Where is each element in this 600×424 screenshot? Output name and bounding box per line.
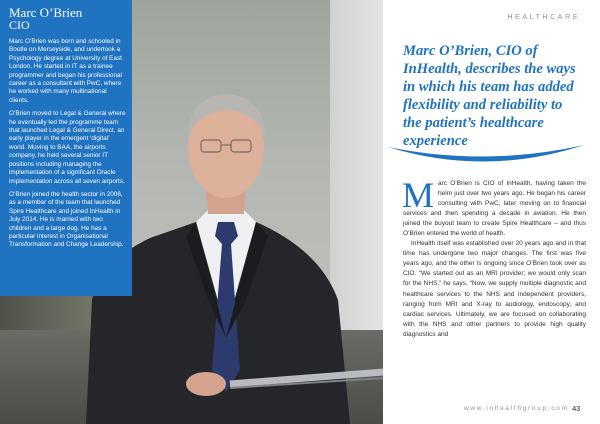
bio-paragraph: Marc O’Brien was born and schooled in Bootle on Merseyside, and undertook a Psychology degree at University of East London. He started in IT as a trainee programmer and began his professional career as a consultant with PwC, where he worked with many multinational clients. xyxy=(9,38,122,104)
section-label: HEALTHCARE xyxy=(507,14,580,21)
bio-paragraph: O’Brien joined the health sector in 2006, as a member of the team that launched Spire Healthcare and joined InHealth in July 2014. He is married with two children and a large dog. He has a particular interest in Organisational Transformation and Change Leadership. xyxy=(9,190,124,249)
bio-name: Marc O’Brien xyxy=(9,5,83,20)
page-number: 43 xyxy=(572,404,581,413)
bio-sidebar xyxy=(0,0,132,296)
article-headline: Marc O’Brien, CIO of InHealth, describes the ways in which his team has added flexibility and reliability to the patient’s healthcare experience xyxy=(403,43,576,149)
footer-url-link[interactable]: www.inhealthgroup.com xyxy=(464,405,569,412)
bio-paragraph: O’Brien moved to Legal & General where he eventually led the programme team that launched Legal & General Direct, an early player in the emergent ‘digital’ world. Moving to BAA, the airports company, he held several senior IT positions including managing the implementation of a significant Oracle implementation across all seven airports. xyxy=(9,110,126,185)
swoosh-divider xyxy=(386,143,586,169)
article-paragraph: arc O’Brien is CIO of InHealth, having taken the helm just over two years ago. He began his career consulting with PwC, later moving on to financial services and then spending a decade in aviation. He then joined the buyout team to create Spire Healthcare – and thus O’Brien entered the world of health. xyxy=(403,180,586,238)
article-paragraph: InHealth itself was established over 20 years ago and in that time has undergone two major changes. The first was five years ago, and the other is ongoing since O’Brien took over as CIO. “We started out as an MRI provider; we would only scan for the NHS,” he says. “Now, we supply multiple diagnostic and healthcare services to the NHS and independent providers, ranging from MRI and X-ray to audiology, endoscopy, and cardiac services. Ultimately, we are focused on collaborating with the NHS and other partners to provide high quality diagnostics and xyxy=(403,240,586,338)
drop-cap: M xyxy=(402,175,435,215)
bio-role: CIO xyxy=(9,18,30,32)
article-body xyxy=(402,175,586,340)
